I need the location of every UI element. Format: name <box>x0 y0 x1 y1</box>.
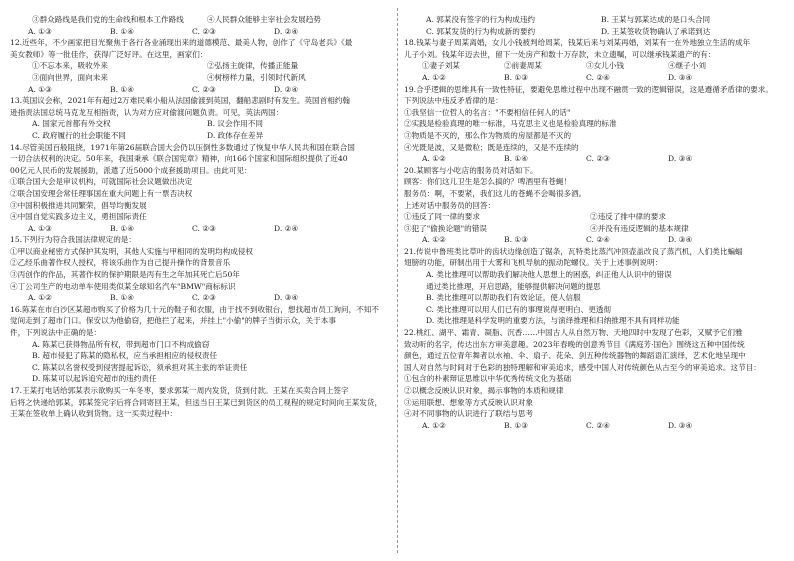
q13-choice-c: C. 政府履行的社会职能不同 <box>32 130 126 140</box>
q17-choice-b: B. 王某与郭某达成的是口头合同 <box>601 15 711 24</box>
q16-option-c: C. 陈某以名誉权受到侵害提起诉讼，须承担对其主张的举证责任 <box>32 362 248 372</box>
q22-stem: 颜色，通过五位青年舞者以水袖、伞、扇子、花朵、剑五种传统器物的舞蹈语汇演绎，艺术化地呈现中 <box>404 351 746 361</box>
q12-stem: 12.近些年，不少画家把目光聚焦于各行各业涌现出来的道德模范、最美人物，创作了《守岛老兵》《最 <box>10 38 353 48</box>
q11-option-c: C. ②③ <box>192 26 216 36</box>
q19-option-b: B. ①④ <box>504 154 529 164</box>
q20-options <box>404 234 776 246</box>
q12-choice-1: ①不忘本来，吸收外来 <box>32 61 108 71</box>
q12-choice-2: ②弘扬主旋律，传播正能量 <box>207 61 299 71</box>
q12-options <box>10 84 382 96</box>
q15-statement-3: ③丙创作的作品，其著作权的保护期限是丙有生之年加其死亡后50年 <box>10 270 240 280</box>
q14-option-d: D. ②④ <box>274 223 299 233</box>
q21-stem: 翅膀的功能，研制出用于大雾和飞机导航的振动陀螺仪。关于上述事例说明： <box>404 258 663 268</box>
q14-option-a: A. ①③ <box>28 223 52 233</box>
q14-option-b: B. ①④ <box>110 223 135 233</box>
q19-statement-1: ①我坚信一位哲人的名言："不要相信任何人的话" <box>404 107 571 117</box>
q13-choice-row <box>10 118 382 130</box>
q17-stem: 王某在签收单上确认收到货物。这一买卖过程中： <box>10 409 178 419</box>
q22-statement-4: ④对不同事物的认识进行了联结与思考 <box>404 409 534 419</box>
q18-option-a: A. ①② <box>422 72 446 82</box>
q12-choice-3: ③面向世界，面向未来 <box>32 72 108 82</box>
q20-stem: 20.某顾客与小吃店的服务员对话如下。 <box>404 165 538 175</box>
q21-option-c: C. 类比推理可以用人们已有的事理说得更明白、更透彻 <box>426 304 612 314</box>
q19-stem: 19.合乎逻辑的思维具有一致性特征，要避免思维过程中出现不融贯一致的逻辑错误，这是遵循矛盾律的要求。 <box>404 84 773 94</box>
q19-stem: 下列说法中违反矛盾律的是： <box>404 96 503 106</box>
q17-choice-a: A. 郭某没有签字的行为构成违约 <box>426 15 536 24</box>
q15-option-b: B. ①④ <box>110 293 135 303</box>
q11-statement-row <box>10 14 382 26</box>
q13-choice-b: B. 议会作用不同 <box>207 119 263 129</box>
q20-choice-3: ③犯了"偷换论题"的错误 <box>404 223 487 233</box>
q19-statement-4: ④光既是波，又是微粒；既是连续的，又是不连续的 <box>404 142 579 152</box>
q22-statement-1: ①包含的朴素辩证思维以中华优秀传统文化为基础 <box>404 374 572 384</box>
q22-statement-3: ③运用联想、想象等方式反映认识对象 <box>404 397 534 407</box>
q12-option-a: A. ①③ <box>28 84 52 94</box>
q15-statement-1: ①甲以商业秘密方式保护其发明，其他人实施与甲相同的发明均构成侵权 <box>10 246 253 256</box>
q14-options <box>10 223 382 235</box>
right-column <box>404 14 776 431</box>
q21-option-d: D. 类比推理是科学发明的重要方法，与演绎推理和归纳推理不具有同样功能 <box>426 316 680 326</box>
q12-option-b: B. ①④ <box>110 84 135 94</box>
q22-option-a: A. ①② <box>422 420 446 430</box>
q20-dialogue-customer: 顾客：你们这儿卫生是怎么搞的？啤酒里有苍蝇！ <box>404 177 572 187</box>
q17-stem: 17.王某打电话给郭某表示欲购买一车冬枣，要求郭某一周内发货，货到付款。王某在买卖合同上签字 <box>10 386 349 395</box>
q11-option-d: D. ②④ <box>274 26 299 36</box>
q18-options <box>404 72 776 84</box>
q16-option-d: D. 陈某可以起诉追究超市的违约责任 <box>32 374 157 384</box>
q20-choice-row <box>404 223 776 235</box>
q11-statement-3: ③群众路线是我们党的生命线和根本工作路线 <box>32 15 184 24</box>
q21-stem: 21.传说中鲁班类比草叶的齿状边缘创造了锯条，瓦特类比蒸汽冲顶壶盖改良了蒸汽机，人们类比蝙蝠 <box>404 246 743 256</box>
q22-stem: 致动听的名字，传达出东方审美意趣。2023年春晚的创意秀节目《满庭芳·国色》围绕这五种中国传统 <box>404 339 745 349</box>
q20-option-b: B. ①③ <box>504 235 529 245</box>
q18-stem: 18.钱某与妻子周某离婚，女儿小钱被判给周某，钱某后来与刘某再婚，刘某有一在外地独立生活的成年 <box>404 38 751 48</box>
q13-choice-d: D. 政体存在差异 <box>207 130 264 140</box>
q19-option-a: A. ①② <box>422 154 446 164</box>
q14-stem: 一切合法权利的决定。50年来，我国秉承《联合国宪章》精神，向166个国家和国际组织提供了近40 <box>10 154 348 164</box>
q17-choice-c: C. 郭某发货的行为构成新的要约 <box>426 26 536 36</box>
q20-option-d: D. ③④ <box>668 235 693 245</box>
q11-option-a: A. ①③ <box>28 26 52 36</box>
q13-choice-row <box>10 130 382 142</box>
q15-option-a: A. ①② <box>28 293 52 303</box>
q18-choice-2: ②前妻周某 <box>504 61 542 71</box>
q20-option-c: C. ②④ <box>586 235 610 245</box>
left-column <box>10 14 382 420</box>
q20-choice-4: ④并没有违反逻辑的基本规律 <box>590 223 689 233</box>
q11-option-b: B. ①④ <box>110 26 135 36</box>
q18-choices <box>404 60 776 72</box>
q12-option-c: C. ②③ <box>192 84 216 94</box>
q19-statement-3: ③物质是不灭的，那么作为物质的房屋都是不灭的 <box>404 130 572 140</box>
q12-option-d: D. ②④ <box>274 84 299 94</box>
q13-choice-a: A. 国家元首都有外交权 <box>32 119 111 129</box>
q15-option-c: C. ②③ <box>192 293 216 303</box>
q18-choice-3: ③女儿小钱 <box>586 61 624 71</box>
q15-statement-4: ④丁公司生产的电动单车使用类似某全球知名汽车"BMW"商标标识 <box>10 281 236 291</box>
q13-stem: 逊指责法国总统马克龙互相指责，认为对方应对偷渡问题负责。可见，英法两国： <box>10 107 284 117</box>
q15-option-d: D. ③④ <box>274 293 299 303</box>
q20-option-a: A. ①② <box>422 235 446 245</box>
q11-options <box>10 26 382 38</box>
q12-stem: 美女教师》等一批佳作，获得广泛好评。在这里，画家们： <box>10 49 208 59</box>
q19-option-d: D. ③④ <box>668 154 693 164</box>
q18-choice-1: ①妻子刘某 <box>422 61 460 71</box>
q20-dialogue-waiter: 服务员：啊，不要紧，我们这儿的苍蝇不会喝很多酒。 <box>404 188 587 198</box>
q12-choice-row <box>10 72 382 84</box>
q14-stem: 00亿元人民币的发展援助，派遣了近5000个成套援助项目。由此可见： <box>10 165 252 175</box>
q17-choice-row <box>404 14 776 26</box>
q14-stem: 14.尽管美国百般阻挠，1971年第26届联合国大会仍以压倒性多数通过了恢复中华人民共和国在联合国 <box>10 142 355 152</box>
q22-options <box>404 420 776 432</box>
q14-statement-2: ②联合国安理会常任理事国在重大问题上有一票否决权 <box>10 188 193 198</box>
q18-option-d: D. ③④ <box>668 72 693 82</box>
column-divider <box>397 8 398 553</box>
q12-choice-row <box>10 60 382 72</box>
q21-option-a-cont: 通过类比推理，开启思路，能够提供解决问题的提思 <box>426 281 601 291</box>
q15-options <box>10 292 382 304</box>
q21-option-b: B. 类比推理可以帮助我们有效论证，使人信服 <box>426 293 581 303</box>
q15-stem: 15.下列行为符合我国法律规定的是： <box>10 235 136 245</box>
q16-option-a: A. 陈某已获得物品所有权，带到超市门口不构成偷窃 <box>32 339 210 349</box>
q22-option-c: C. ②④ <box>586 420 610 430</box>
q21-option-a: A. 类比推理可以帮助我们解决他人思想上的困惑，纠正他人认识中的错误 <box>426 270 672 280</box>
q14-statement-1: ①联合国大会是审议机构，可就国际社会议题做出决定 <box>10 177 193 187</box>
q19-statement-2: ②实践是检验真理的唯一标准，马克思主义也是检验真理的标准 <box>404 119 617 129</box>
q22-option-d: D. ③④ <box>668 420 693 430</box>
q14-option-c: C. ②③ <box>192 223 216 233</box>
q16-stem: 件，下列说法中正确的是： <box>10 328 102 338</box>
q18-stem: 儿子小刘。钱某年迈去世，留下一处房产和数十万存款，未立遗嘱，可以继承钱某遗产的有： <box>404 49 716 59</box>
q12-choice-4: ④树榜样力量，引领时代新风 <box>207 72 306 82</box>
q22-stem: 国人对自然与时间对于色彩的独特理解和审美追求，感受中国人对传统颜色从古至今的审美追求。这节目： <box>404 362 761 372</box>
q20-choice-2: ②违反了排中律的要求 <box>590 212 666 222</box>
q20-stem: 上述对话中服务员的回答： <box>404 200 496 210</box>
q17-choice-d: D. 王某签收货物确认了承诺到达 <box>601 26 711 36</box>
q16-stem: 觉间走到了超市门口。保安以为他偷窃，把他拦了起来，并挂上"小偷"的牌子当街示众，关于本事 <box>10 316 336 326</box>
q16-stem: 16.陈某在市白沙区某超市购买了价格为几十元的鞋子和衣服，由于找不到收银台，想找超市员工询问，不知不 <box>10 304 379 314</box>
q20-choice-1: ①违反了同一律的要求 <box>404 212 480 222</box>
q22-option-b: B. ①③ <box>504 420 529 430</box>
q22-stem: 22.桃红、湖平、霜青、凝脂、沉香……中国古人从自然万物、天地四时中发现了色彩，又赋予它们雅 <box>404 328 743 338</box>
q18-choice-4: ④继子小刘 <box>668 61 706 71</box>
q19-option-c: C. ②③ <box>586 154 610 164</box>
q14-statement-4: ④中国自觉实践多边主义，勇担国际责任 <box>10 212 147 222</box>
q22-statement-2: ②以概念反映认识对象，揭示事物的本质和规律 <box>404 386 564 395</box>
q17-stem: 后将之快递给郭某，郭某签完字后将合同寄回王某，但送当日王某已到货区的员工视程的规定时间向王某发货， <box>10 397 382 407</box>
q16-option-b: B. 超市侵犯了陈某的隐私权，应当承担相应的侵权责任 <box>32 351 218 361</box>
q17-choice-row <box>404 26 776 38</box>
q20-choice-row <box>404 211 776 223</box>
q19-options <box>404 153 776 165</box>
q11-statement-4: ④人民群众能够主宰社会发展趋势 <box>207 15 321 24</box>
q18-option-c: C. ②④ <box>586 72 610 82</box>
q13-stem: 13.英国议会称，2021年有超过2万难民乘小船从法国偷渡到英国，翻船悲剧时有发生。英国首相约翰 <box>10 96 350 106</box>
q15-statement-2: ②乙经乐曲著作权人授权，将该乐曲作为自己提升操作的背景音乐 <box>10 258 231 268</box>
q14-statement-3: ③中国积极推进共同繁荣，倡导均衡发展 <box>10 200 147 210</box>
q18-option-b: B. ①③ <box>504 72 529 82</box>
